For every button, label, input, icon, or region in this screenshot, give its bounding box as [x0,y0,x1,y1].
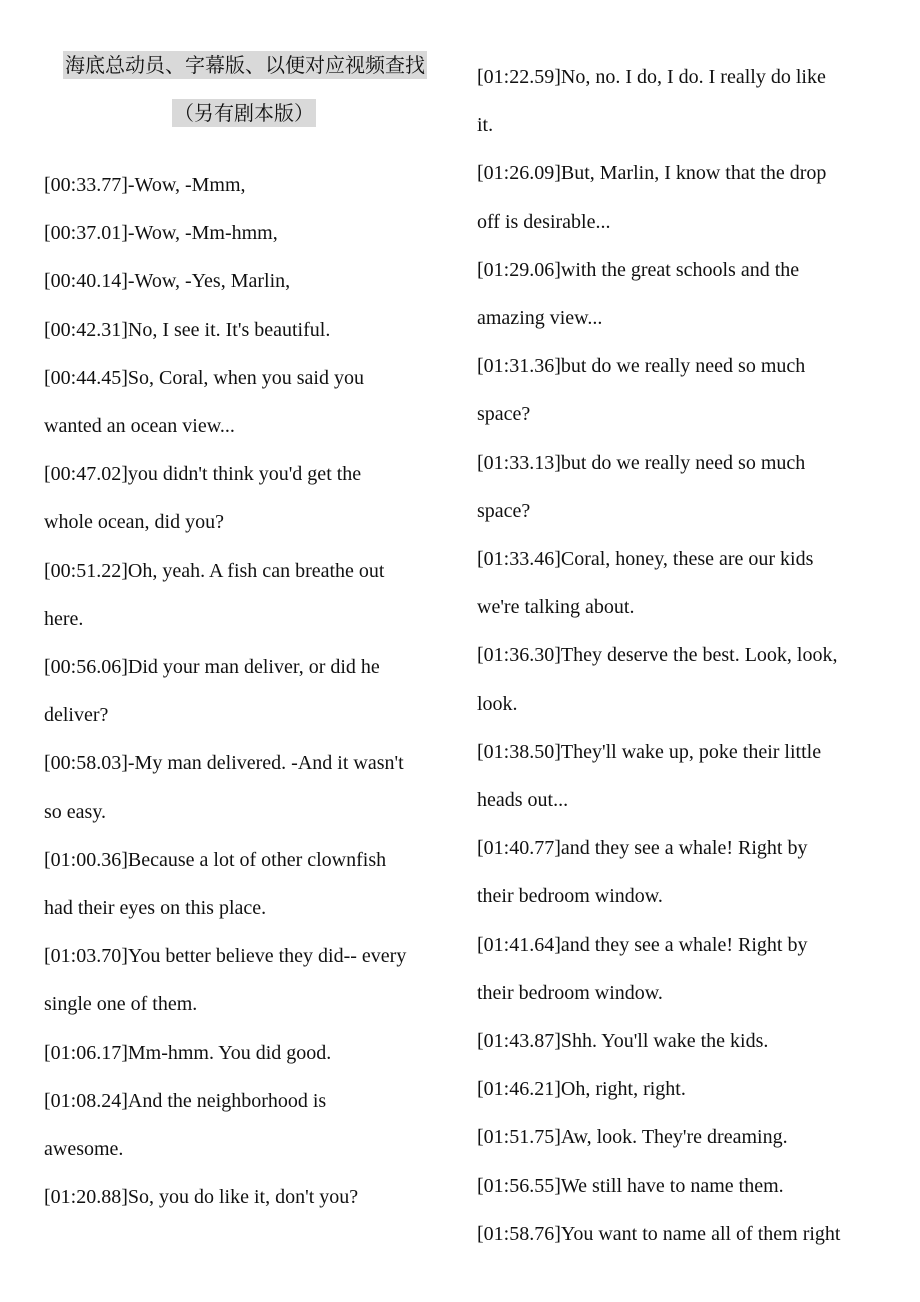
subtitle-line: [00:33.77]-Wow, -Mmm, [44,174,246,196]
subtitle-line: their bedroom window. [477,885,663,908]
subtitle-line: [01:26.09]But, Marlin, I know that the drop [477,162,827,185]
subtitle-line: awesome. [44,1138,124,1161]
subtitle-line: we're talking about. [477,596,635,619]
subtitle-line: [00:56.06]Did your man deliver, or did he [44,656,380,679]
subtitle-line: whole ocean, did you? [44,511,224,534]
subtitle-line: [01:41.64]and they see a whale! Right by [477,933,808,956]
subtitle-line: it. [477,114,494,137]
title-block [44,51,444,127]
subtitle-line: their bedroom window. [477,981,663,1004]
subtitle-line: [01:31.36]but do we really need so much [477,355,806,378]
subtitle-line: [01:08.24]And the neighborhood is [44,1089,327,1112]
document-title: 海底总动员、字幕版、以便对应视频查找 [65,53,425,77]
subtitle-line: [01:36.30]They deserve the best. Look, look, [477,644,838,667]
subtitle-line: here. [44,607,84,630]
subtitle-line: look. [477,692,518,715]
subtitle-line: [01:33.13]but do we really need so much [477,451,806,474]
document-subtitle: （另有剧本版） [174,101,314,125]
subtitle-line: deliver? [44,704,109,727]
subtitle-line: [01:29.06]with the great schools and the [477,258,800,281]
subtitle-line: [00:58.03]-My man delivered. -And it wasn't [44,752,404,775]
subtitle-line: [01:22.59]No, no. I do, I do. I really do like [477,66,826,88]
subtitle-line: [01:00.36]Because a lot of other clownfish [44,848,387,871]
subtitle-line: [00:47.02]you didn't think you'd get the [44,463,362,486]
subtitle-line: space? [477,403,531,426]
subtitle-line: [01:56.55]We still have to name them. [477,1174,784,1197]
subtitle-line: wanted an ocean view... [44,415,235,438]
subtitle-line: [01:58.76]You want to name all of them right [477,1222,841,1245]
right-subtitle-lines [477,53,882,1258]
subtitle-line: [01:20.88]So, you do like it, don't you? [44,1186,359,1209]
subtitle-line: [00:42.31]No, I see it. It's beautiful. [44,318,331,341]
left-subtitle-lines [44,161,444,1221]
right-column [477,0,882,1258]
subtitle-line: [01:46.21]Oh, right, right. [477,1078,686,1101]
subtitle-line: so easy. [44,800,107,823]
subtitle-line: off is desirable... [477,210,611,233]
subtitle-line: [01:33.46]Coral, honey, these are our kids [477,548,814,571]
subtitle-line: [01:06.17]Mm-hmm. You did good. [44,1041,332,1064]
subtitle-line: [01:40.77]and they see a whale! Right by [477,837,808,860]
subtitle-line: [00:44.45]So, Coral, when you said you [44,366,364,389]
subtitle-line: [01:38.50]They'll wake up, poke their little [477,740,822,763]
subtitle-line: heads out... [477,789,569,812]
subtitle-line: [01:51.75]Aw, look. They're dreaming. [477,1126,788,1149]
subtitle-line: had their eyes on this place. [44,897,267,920]
left-column [44,0,444,1221]
subtitle-line: amazing view... [477,307,603,330]
subtitle-line: [00:37.01]-Wow, -Mm-hmm, [44,222,278,245]
subtitle-line: [01:03.70]You better believe they did-- every [44,945,407,968]
subtitle-line: [00:51.22]Oh, yeah. A fish can breathe out [44,559,385,582]
subtitle-line: single one of them. [44,993,198,1016]
subtitle-line: space? [477,499,531,522]
subtitle-line: [01:43.87]Shh. You'll wake the kids. [477,1030,769,1053]
subtitle-line: [00:40.14]-Wow, -Yes, Marlin, [44,270,291,293]
